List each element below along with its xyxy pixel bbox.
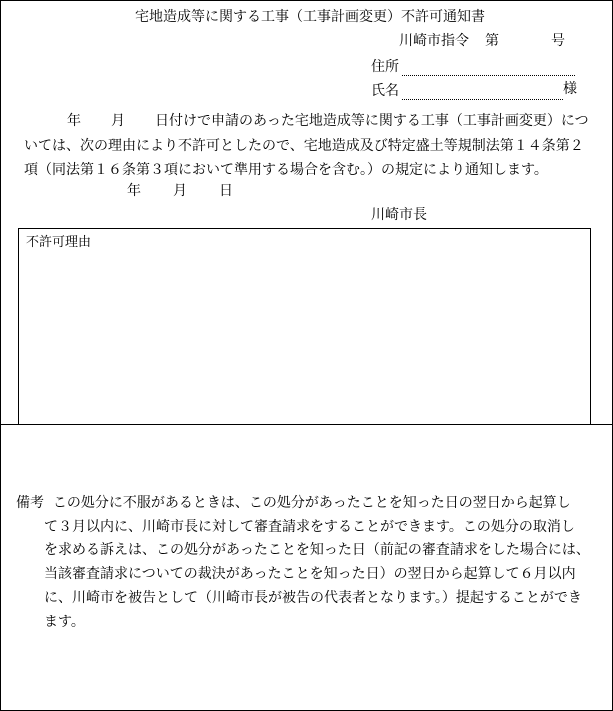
remarks-line-2: て３月以内に、川崎市長に対して審査請求をすることができます。この処分の取消し bbox=[44, 518, 575, 535]
remarks-label: 備考 bbox=[16, 495, 44, 511]
address-line bbox=[402, 75, 575, 76]
date-day: 日 bbox=[219, 183, 233, 199]
body-line-3: 項（同法第１６条第３項において準用する場合を含む。）の規定により通知します。 bbox=[24, 162, 548, 178]
body-month: 月 bbox=[111, 113, 125, 129]
number-go: 号 bbox=[551, 33, 565, 49]
body-year: 年 bbox=[67, 113, 81, 129]
remarks-line-6: ます。 bbox=[44, 613, 85, 630]
reason-box bbox=[18, 228, 591, 425]
date-year: 年 bbox=[127, 183, 141, 199]
remarks bbox=[16, 492, 611, 634]
section-divider bbox=[0, 424, 613, 425]
issuer: 川崎市長 bbox=[371, 207, 427, 223]
name-label: 氏名 bbox=[371, 83, 399, 99]
reason-label: 不許可理由 bbox=[26, 235, 92, 250]
name-line bbox=[402, 99, 563, 100]
remarks-line-3: を求める訴えは、この処分があったことを知った日（前記の審査請求をした場合には、 bbox=[44, 542, 590, 559]
address-label: 住所 bbox=[371, 59, 399, 75]
number-dai: 第 bbox=[485, 33, 499, 49]
body-line-1-text: 日付けで申請のあった宅地造成等に関する工事（工事計画変更）につ bbox=[155, 113, 589, 129]
date-month: 月 bbox=[173, 183, 187, 199]
remarks-line-1: 備考 この処分に不服があるときは、この処分があったことを知った日の翌日から起算し bbox=[16, 495, 571, 511]
body-paragraph bbox=[24, 109, 609, 183]
remarks-line-4: 当該審査請求についての裁決があったことを知った日）の翌日から起算して６月以内 bbox=[44, 566, 576, 583]
body-line-1 bbox=[24, 109, 609, 134]
body-line-2: いては、次の理由により不許可としたので、宅地造成及び特定盛土等規制法第１４条第２ bbox=[24, 137, 584, 154]
notice-date bbox=[127, 184, 233, 198]
document-title: 宅地造成等に関する工事（工事計画変更）不許可通知書 bbox=[135, 9, 485, 25]
number-prefix: 川崎市指令 bbox=[399, 33, 469, 49]
document-number bbox=[399, 34, 565, 48]
honorific: 様 bbox=[563, 81, 577, 97]
remarks-line-5: に、川崎市を被告として（川崎市長が被告の代表者となります。）提起することができ bbox=[44, 589, 582, 606]
